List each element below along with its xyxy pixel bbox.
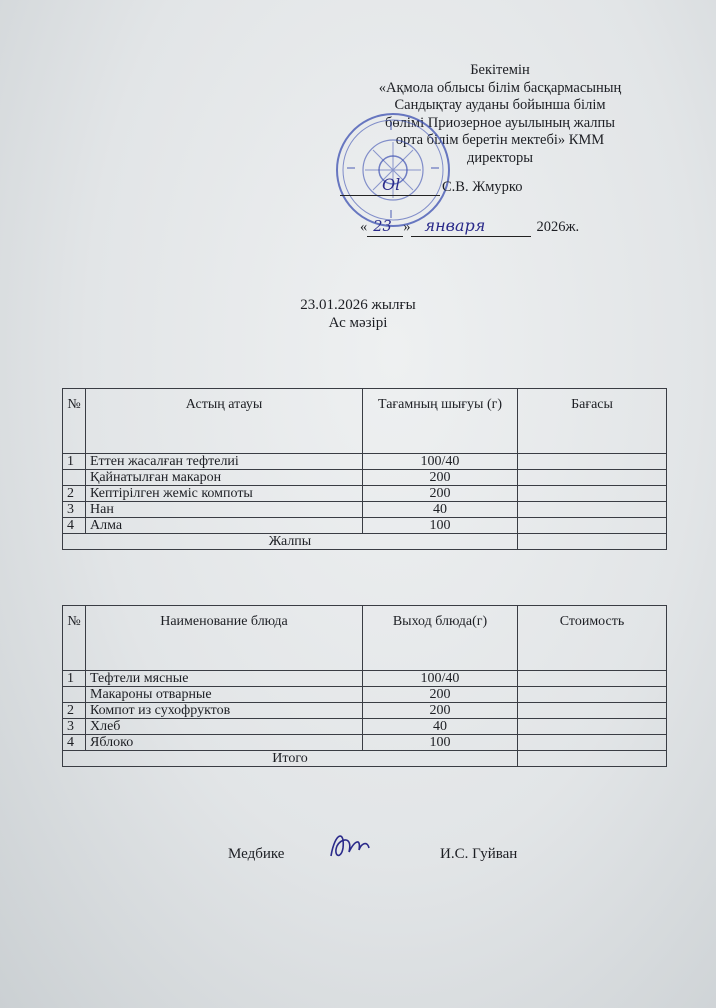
table-header-row (63, 389, 667, 454)
total-label: Итого (63, 751, 518, 767)
table-header-row (63, 606, 667, 671)
approval-line-5: директоры (466, 149, 534, 166)
director-signature-line (340, 175, 640, 196)
header-number: № (63, 389, 86, 454)
header-dish-name: Наименование блюда (86, 606, 363, 671)
table-row: Қайнатылған макарон 200 (63, 470, 667, 486)
table-row: 3 Нан 40 (63, 502, 667, 518)
director-name: С.В. Жмурко (442, 179, 523, 195)
table-row: 4 Яблоко 100 (63, 735, 667, 751)
approval-year: 2026ж. (536, 219, 580, 235)
menu-date: 23.01.2026 жылғы (300, 297, 416, 313)
footer-role: Медбике (228, 846, 285, 862)
header-portion: Выход блюда(г) (363, 606, 518, 671)
header-price: Стоимость (518, 606, 667, 671)
table-row: 1 Еттен жасалған тефтелиі 100/40 (63, 454, 667, 470)
approval-line-1: «Ақмола облысы білім басқармасының (378, 79, 622, 96)
header-dish-name: Астың атауы (86, 389, 363, 454)
header-number: № (63, 606, 86, 671)
approval-month: января (424, 216, 486, 235)
approval-line-4: орта білім беретін мектебі» КММ (395, 132, 605, 148)
approval-line-3: бөлімі Приозерное ауылының жалпы (385, 114, 615, 131)
footer-name: И.С. Гуйван (440, 846, 518, 862)
menu-table-ru (62, 605, 667, 767)
approval-day: 23 (373, 219, 392, 235)
table-total-row (63, 751, 667, 767)
table-row: Макароны отварные 200 (63, 687, 667, 703)
menu-title: Ас мәзірі (328, 315, 388, 331)
table-row: 1 Тефтели мясные 100/40 (63, 671, 667, 687)
header-portion: Тағамның шығуы (г) (363, 389, 518, 454)
approval-title: Бекітемін (470, 62, 530, 78)
nurse-signature-icon (325, 826, 373, 866)
table-row: 2 Кептірілген жеміс компоты 200 (63, 486, 667, 502)
approval-line-2: Сандықтау ауданы бойынша білім (394, 97, 606, 113)
total-label: Жалпы (63, 534, 518, 550)
approval-date-line: « 23 » января 2026ж. (360, 216, 580, 235)
table-row: 2 Компот из сухофруктов 200 (63, 703, 667, 719)
table-total-row (63, 534, 667, 550)
director-signature: Ol (340, 175, 440, 196)
table-row: 4 Алма 100 (63, 518, 667, 534)
official-seal-icon (333, 110, 453, 230)
menu-table-kz (62, 388, 667, 550)
header-price: Бағасы (518, 389, 667, 454)
table-row: 3 Хлеб 40 (63, 719, 667, 735)
